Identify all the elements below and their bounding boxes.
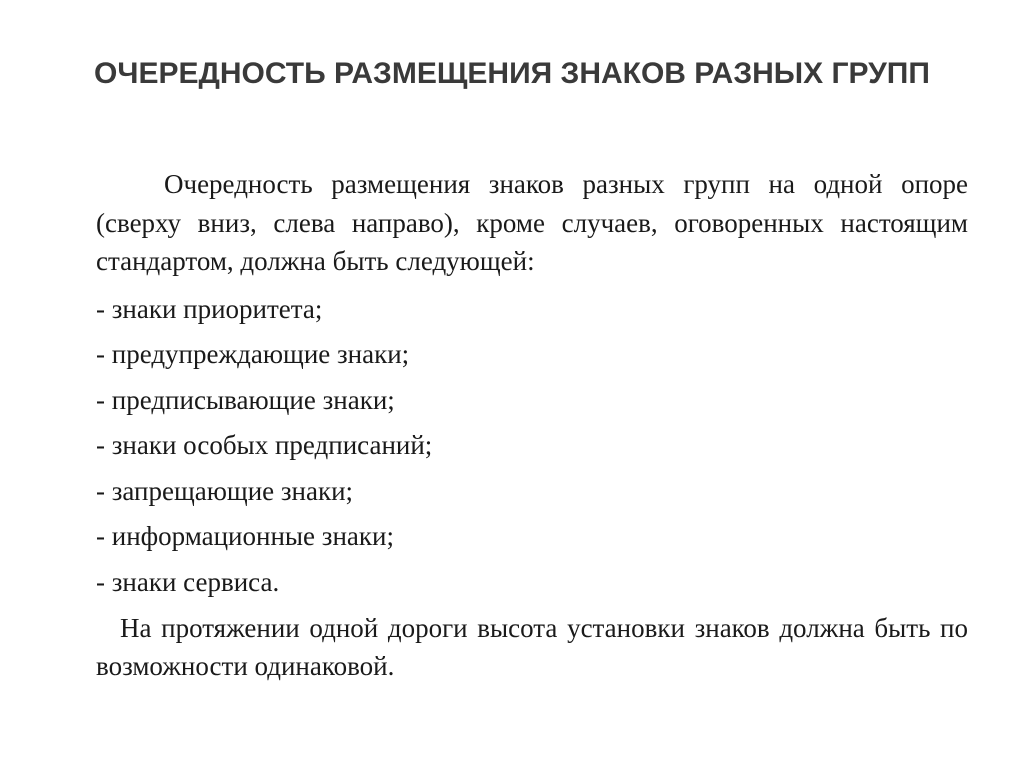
list-item-special-regulation-signs: - знаки особых предписаний; bbox=[96, 430, 433, 460]
intro-paragraph: Очередность размещения знаков разных групп на одной опоре (сверху вниз, слева направо), кроме случаев, оговоренных настоящим стандартом, должна быть следующей: bbox=[96, 169, 968, 276]
list-item-information-signs: - информационные знаки; bbox=[96, 521, 394, 551]
list-item-mandatory-signs: - предписывающие знаки; bbox=[96, 384, 395, 415]
list-item-service-signs: - знаки сервиса. bbox=[96, 566, 280, 597]
sign-group-order-list bbox=[96, 287, 968, 606]
slide-body bbox=[96, 165, 968, 685]
list-item-warning-signs: - предупреждающие знаки; bbox=[96, 339, 410, 369]
outro-paragraph: На протяжении одной дороги высота установки знаков должна быть по возможности одинаковой. bbox=[96, 613, 968, 681]
slide-title: ОЧЕРЕДНОСТЬ РАЗМЕЩЕНИЯ ЗНАКОВ РАЗНЫХ ГРУПП bbox=[94, 57, 930, 90]
list-item-priority-signs: - знаки приоритета; bbox=[96, 293, 323, 324]
list-item-prohibitory-signs: - запрещающие знаки; bbox=[96, 475, 354, 506]
